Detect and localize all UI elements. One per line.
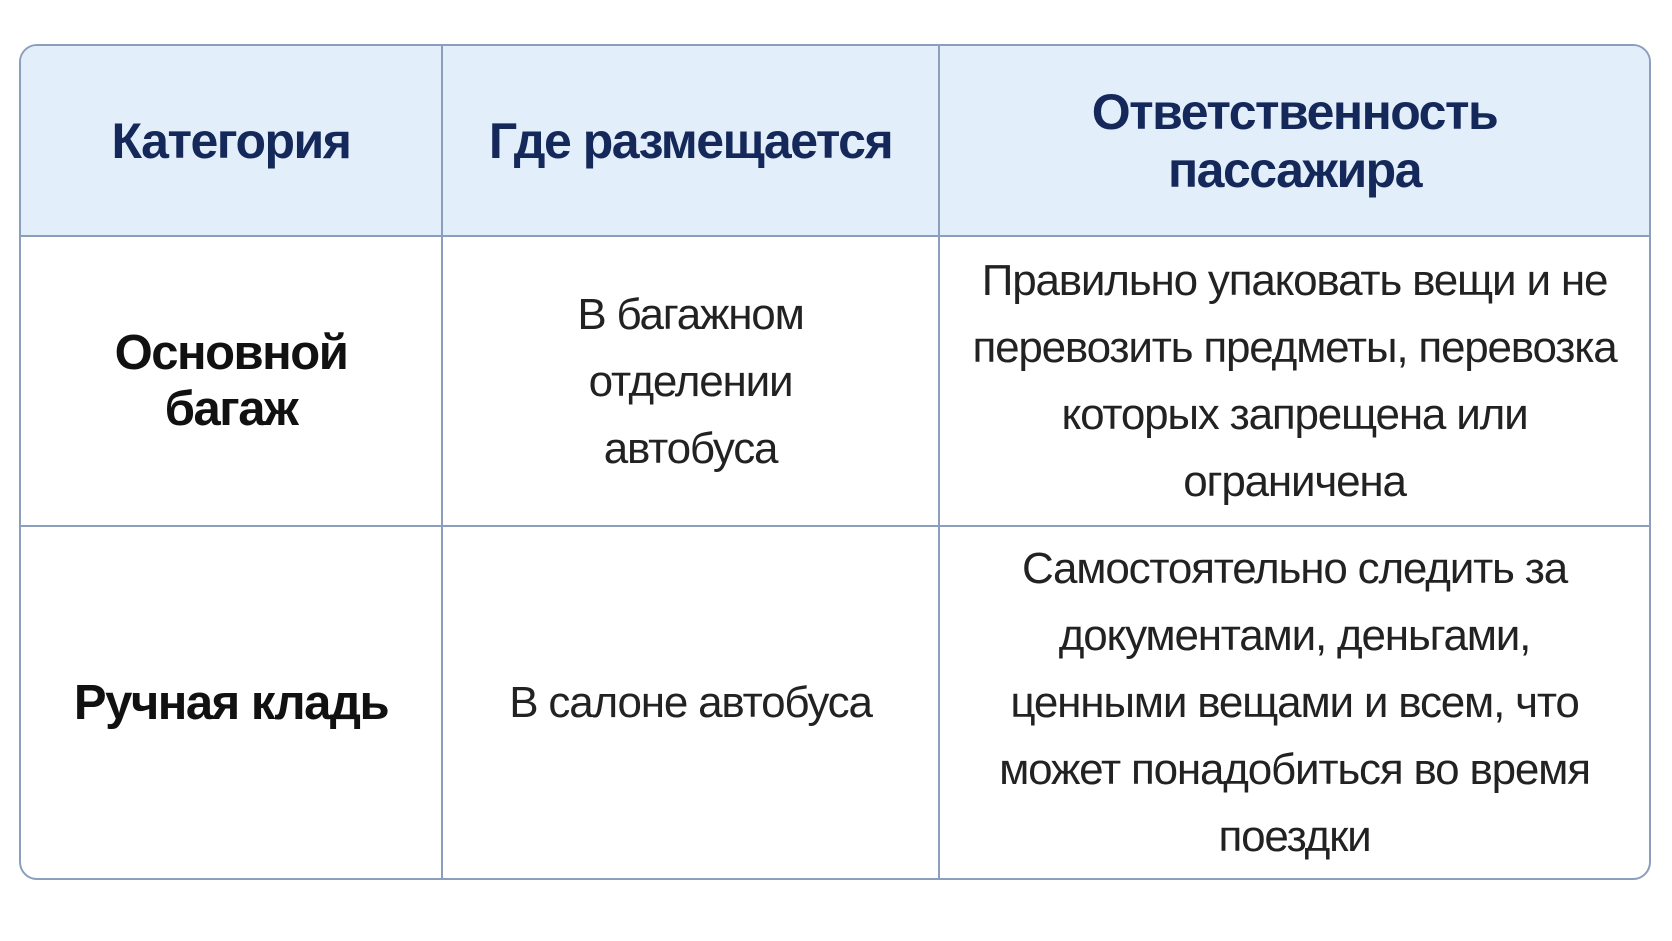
header-responsibility: Ответственность пассажира xyxy=(939,46,1649,236)
row-place: В багажном отделении автобуса xyxy=(442,236,939,526)
baggage-table xyxy=(19,44,1651,880)
row-place: В салоне автобуса xyxy=(442,526,939,878)
baggage-table-grid xyxy=(21,46,1649,878)
row-category: Основной багаж xyxy=(21,236,442,526)
table-row xyxy=(21,236,1649,526)
row-responsibility: Правильно упаковать вещи и не перевозить предметы, перевозка которых запрещена или ограничена xyxy=(939,236,1649,526)
header-place: Где размещается xyxy=(442,46,939,236)
row-responsibility: Самостоятельно следить за документами, деньгами, ценными вещами и всем, что может понадобиться во время поездки xyxy=(939,526,1649,878)
row-category: Ручная кладь xyxy=(21,526,442,878)
header-category: Категория xyxy=(21,46,442,236)
table-header-row xyxy=(21,46,1649,236)
table-row xyxy=(21,526,1649,878)
